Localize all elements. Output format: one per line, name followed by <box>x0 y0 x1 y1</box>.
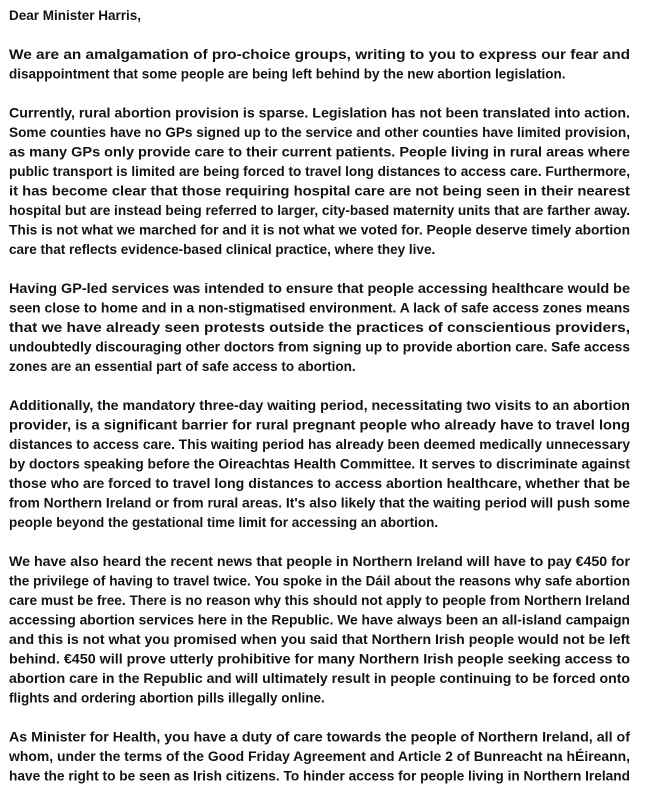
paragraph-intro <box>9 47 630 82</box>
letter-line: zones are an essential part of safe access to abortion. <box>9 359 356 374</box>
paragraph-gp-led-services <box>9 281 631 374</box>
paragraph-northern-ireland-cost <box>9 554 631 706</box>
letter-line: This is not what we marched for and it is not what we voted for. People deserve timely abortion <box>9 222 630 238</box>
letter-line: it has become clear that those requiring hospital care are not being seen in their nearest <box>9 183 631 199</box>
letter-line: by doctors speaking before the Oireachtas Health Committee. It serves to discriminate against <box>9 456 631 472</box>
letter-line: seen close to home and in a non-stigmatised environment. A lack of safe access zones means <box>9 300 630 316</box>
paragraph-rural-provision <box>9 106 631 258</box>
letter-line: as many GPs only provide care to their current patients. People living in rural areas where <box>9 144 631 160</box>
letter-line: As Minister for Health, you have a duty of care towards the people of Northern Ireland, all of <box>9 729 631 745</box>
letter-line: hospital but are instead being referred to larger, city-based maternity units that are farther away. <box>9 203 630 218</box>
letter-line: have the right to be seen as Irish citizens. To hinder access for people living in Northern Ireland <box>9 768 630 784</box>
letter-line: people beyond the gestational time limit for accessing an abortion. <box>9 515 439 530</box>
letter-line: the privilege of having to travel twice. You spoke in the Dáil about the reasons why safe abortion <box>9 573 630 589</box>
salutation: Dear Minister Harris, <box>9 8 142 23</box>
letter-line: care that reflects evidence-based clinical practice, where they live. <box>9 242 436 257</box>
paragraph-salutation <box>9 8 141 23</box>
letter-line: undoubtedly discouraging other doctors from signing up to provide abortion care. Safe access <box>9 339 630 355</box>
letter-line: We are an amalgamation of pro-choice groups, writing to you to express our fear and <box>9 47 630 62</box>
letter-line: Having GP-led services was intended to ensure that people accessing healthcare would be <box>9 281 631 296</box>
letter-line: provider, is a significant barrier for rural pregnant people who already have to travel long <box>9 417 630 433</box>
paragraph-waiting-period <box>9 398 631 530</box>
paragraph-duty-of-care <box>8 730 631 784</box>
letter-line: those who are forced to travel long distances to access abortion healthcare, whether that be <box>9 476 631 491</box>
letter-line: that we have already seen protests outside the practices of conscientious providers, <box>9 320 630 335</box>
letter-line: public transport is limited are being forced to travel long distances to access care. Furthermore, <box>9 164 630 179</box>
letter-line: We have also heard the recent news that people in Northern Ireland will have to pay €450 for <box>9 554 631 569</box>
letter-line: from Northern Ireland or from rural areas. It's also likely that the waiting period will push some <box>9 495 631 511</box>
letter-line: abortion care in the Republic and will ultimately result in people continuing to be forced onto <box>9 671 631 686</box>
letter-line: Additionally, the mandatory three-day waiting period, necessitating two visits to an abortion <box>9 398 630 413</box>
letter-line: distances to access care. This waiting period has already been deemed medically unnecessary <box>9 437 631 452</box>
letter-line: disappointment that some people are being left behind by the new abortion legislation. <box>9 66 566 82</box>
letter-line: whom, under the terms of the Good Friday Agreement and Article 2 of Bunreacht na hÉireann, <box>7 749 630 764</box>
letter-line: Some counties have no GPs signed up to the service and other counties have limited provision, <box>9 125 630 140</box>
letter-line: accessing abortion services here in the Republic. We have always been an all-island campaign <box>9 612 630 628</box>
letter-line: care must be free. There is no reason why this should not apply to people from Northern Ireland <box>9 593 630 608</box>
letter-line: flights and ordering abortion pills illegally online. <box>9 690 325 706</box>
letter-line: behind. €450 will prove utterly prohibitive for many Northern Irish people seeking access to <box>9 651 630 667</box>
letter-line: and this is not what you promised when you said that Northern Irish people would not be left <box>9 632 631 647</box>
letter-line: Currently, rural abortion provision is sparse. Legislation has not been translated into action. <box>9 105 631 121</box>
